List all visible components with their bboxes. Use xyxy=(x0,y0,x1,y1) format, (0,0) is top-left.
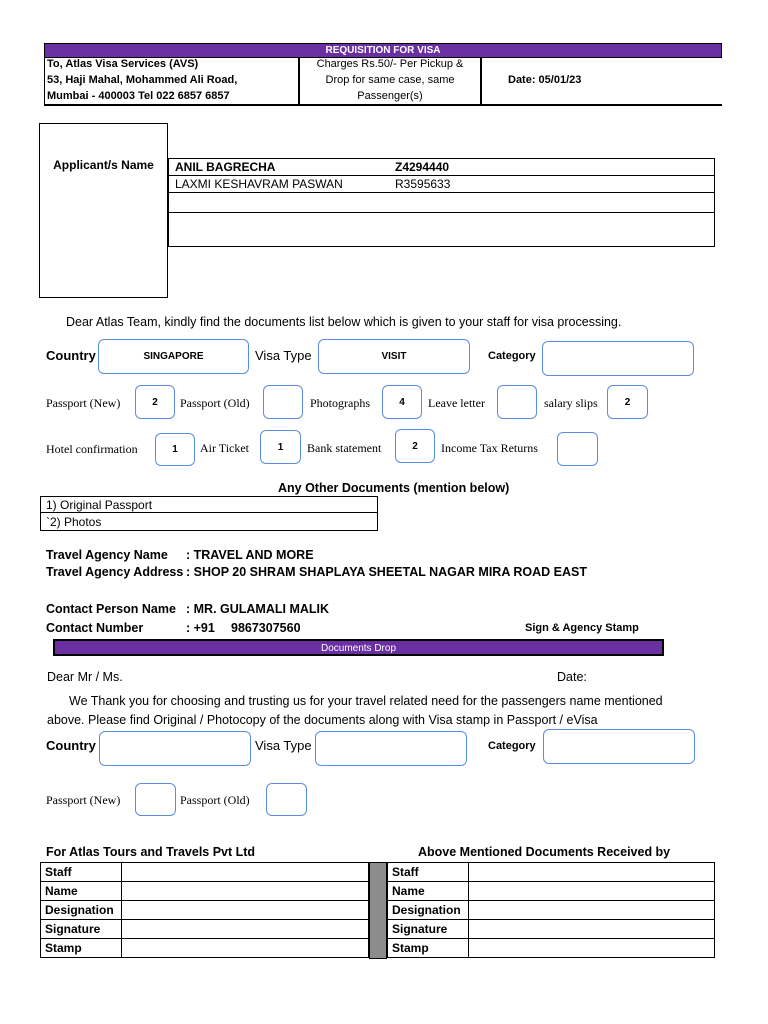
footer-field[interactable] xyxy=(469,863,715,882)
intro-text: Dear Atlas Team, kindly find the documents list below which is given to your staff for visa processing. xyxy=(66,315,622,329)
other-docs-table xyxy=(40,496,378,531)
drop-date-label: Date: xyxy=(557,670,587,684)
charges-line-3: Passenger(s) xyxy=(357,90,423,102)
header-divider-2 xyxy=(480,58,482,106)
table-row xyxy=(41,920,369,939)
passport-old-label: Passport (Old) xyxy=(180,396,250,410)
footer-label: Signature xyxy=(41,920,122,939)
footer-field[interactable] xyxy=(122,882,369,901)
drop-passport-new-count[interactable] xyxy=(135,783,176,816)
footer-field[interactable] xyxy=(122,863,369,882)
applicant-table xyxy=(168,158,715,247)
documents-drop-bar: Documents Drop xyxy=(53,639,664,656)
footer-label: Stamp xyxy=(41,939,122,958)
footer-field[interactable] xyxy=(122,920,369,939)
charges-line-2: Drop for same case, same xyxy=(325,74,455,86)
agency-address-label: Travel Agency Address xyxy=(46,565,184,579)
other-doc-item[interactable]: `2) Photos xyxy=(46,515,102,529)
contact-prefix: : +91 xyxy=(186,621,215,635)
air-ticket-count[interactable]: 1 xyxy=(260,430,301,464)
bank-statement-label: Bank statement xyxy=(307,441,382,455)
footer-label: Stamp xyxy=(388,939,469,958)
drop-category-field[interactable] xyxy=(543,729,695,764)
applicant-row[interactable] xyxy=(169,159,714,176)
applicant-label: Applicant/s Name xyxy=(53,158,154,172)
table-row xyxy=(41,901,369,920)
footer-label: Designation xyxy=(41,901,122,920)
country-field[interactable]: SINGAPORE xyxy=(98,339,249,374)
footer-label: Name xyxy=(388,882,469,901)
drop-visa-type-field[interactable] xyxy=(315,731,467,766)
agency-address: : SHOP 20 SHRAM SHAPLAYA SHEETAL NAGAR MIRA ROAD EAST xyxy=(186,565,587,579)
visa-type-field[interactable]: VISIT xyxy=(318,339,470,374)
applicant-label-box xyxy=(39,123,168,298)
other-docs-heading: Any Other Documents (mention below) xyxy=(278,481,510,495)
applicant-row[interactable] xyxy=(169,193,714,213)
salary-slips-count[interactable]: 2 xyxy=(607,385,648,419)
other-doc-item[interactable]: 1) Original Passport xyxy=(41,497,377,513)
applicant-name: LAXMI KESHAVRAM PASWAN xyxy=(175,177,343,191)
footer-label: Staff xyxy=(388,863,469,882)
address-line-1: To, Atlas Visa Services (AVS) xyxy=(47,58,199,70)
contact-person-label: Contact Person Name xyxy=(46,602,176,616)
leave-letter-label: Leave letter xyxy=(428,396,485,410)
applicant-name: ANIL BAGRECHA xyxy=(175,160,276,174)
category-field[interactable] xyxy=(542,341,694,376)
air-ticket-label: Air Ticket xyxy=(200,441,250,455)
drop-category-label: Category xyxy=(488,740,536,752)
table-row xyxy=(388,882,715,901)
footer-label: Signature xyxy=(388,920,469,939)
footer-separator xyxy=(369,862,387,959)
photographs-label: Photographs xyxy=(310,396,370,410)
footer-right-table xyxy=(387,862,715,958)
passport-new-count[interactable]: 2 xyxy=(135,385,175,419)
table-row xyxy=(388,920,715,939)
thanks-para-2: above. Please find Original / Photocopy of the documents along with Visa stamp in Passport / eVisa xyxy=(47,713,598,727)
hotel-confirmation-label: Hotel confirmation xyxy=(46,442,138,456)
table-row xyxy=(41,939,369,958)
table-row xyxy=(41,863,369,882)
drop-country-field[interactable] xyxy=(99,731,251,766)
footer-field[interactable] xyxy=(469,920,715,939)
address-line-2: 53, Haji Mahal, Mohammed Ali Road, xyxy=(47,74,238,86)
applicant-passport: Z4294440 xyxy=(395,160,450,174)
category-label: Category xyxy=(488,350,536,362)
footer-field[interactable] xyxy=(469,939,715,958)
footer-label: Staff xyxy=(41,863,122,882)
requisition-title-bar: REQUISITION FOR VISA xyxy=(44,43,722,58)
thanks-para-1: We Thank you for choosing and trusting us for your travel related need for the passengers name mentioned xyxy=(69,694,663,708)
contact-person: : MR. GULAMALI MALIK xyxy=(186,602,330,616)
footer-field[interactable] xyxy=(469,901,715,920)
drop-passport-new-label: Passport (New) xyxy=(46,793,121,807)
footer-right-heading: Above Mentioned Documents Received by xyxy=(418,845,671,859)
agency-name-label: Travel Agency Name xyxy=(46,548,168,562)
drop-visa-type-label: Visa Type xyxy=(255,738,312,753)
footer-field[interactable] xyxy=(122,939,369,958)
agency-name: : TRAVEL AND MORE xyxy=(186,548,314,562)
drop-passport-old-label: Passport (Old) xyxy=(180,793,250,807)
income-tax-returns-count[interactable] xyxy=(557,432,598,466)
footer-left-table xyxy=(40,862,369,958)
hotel-confirmation-count[interactable]: 1 xyxy=(155,433,195,466)
table-row xyxy=(388,863,715,882)
applicant-row[interactable] xyxy=(169,213,714,246)
applicant-passport: R3595633 xyxy=(395,177,451,191)
charges-line-1: Charges Rs.50/- Per Pickup & xyxy=(316,58,464,70)
sign-stamp-label: Sign & Agency Stamp xyxy=(525,622,639,634)
country-label: Country xyxy=(46,348,96,363)
contact-number-label: Contact Number xyxy=(46,621,144,635)
footer-left-heading: For Atlas Tours and Travels Pvt Ltd xyxy=(46,845,256,859)
applicant-row[interactable] xyxy=(169,176,714,193)
contact-number: 9867307560 xyxy=(231,621,301,635)
table-row xyxy=(41,882,369,901)
drop-passport-old-count[interactable] xyxy=(266,783,307,816)
header-date: Date: 05/01/23 xyxy=(508,74,582,86)
salary-slips-label: salary slips xyxy=(544,396,598,410)
passport-new-label: Passport (New) xyxy=(46,396,121,410)
table-row xyxy=(388,939,715,958)
leave-letter-count[interactable] xyxy=(497,385,537,419)
bank-statement-count[interactable]: 2 xyxy=(395,429,435,463)
dear-label: Dear Mr / Ms. xyxy=(47,670,123,684)
drop-country-label: Country xyxy=(46,738,96,753)
passport-old-count[interactable] xyxy=(263,385,303,419)
footer-field[interactable] xyxy=(469,882,715,901)
footer-label: Designation xyxy=(388,901,469,920)
address-line-3: Mumbai - 400003 Tel 022 6857 6857 xyxy=(47,90,230,102)
table-row xyxy=(388,901,715,920)
photographs-count[interactable]: 4 xyxy=(382,385,422,419)
income-tax-returns-label: Income Tax Returns xyxy=(441,441,538,455)
visa-type-label: Visa Type xyxy=(255,348,312,363)
footer-label: Name xyxy=(41,882,122,901)
footer-field[interactable] xyxy=(122,901,369,920)
